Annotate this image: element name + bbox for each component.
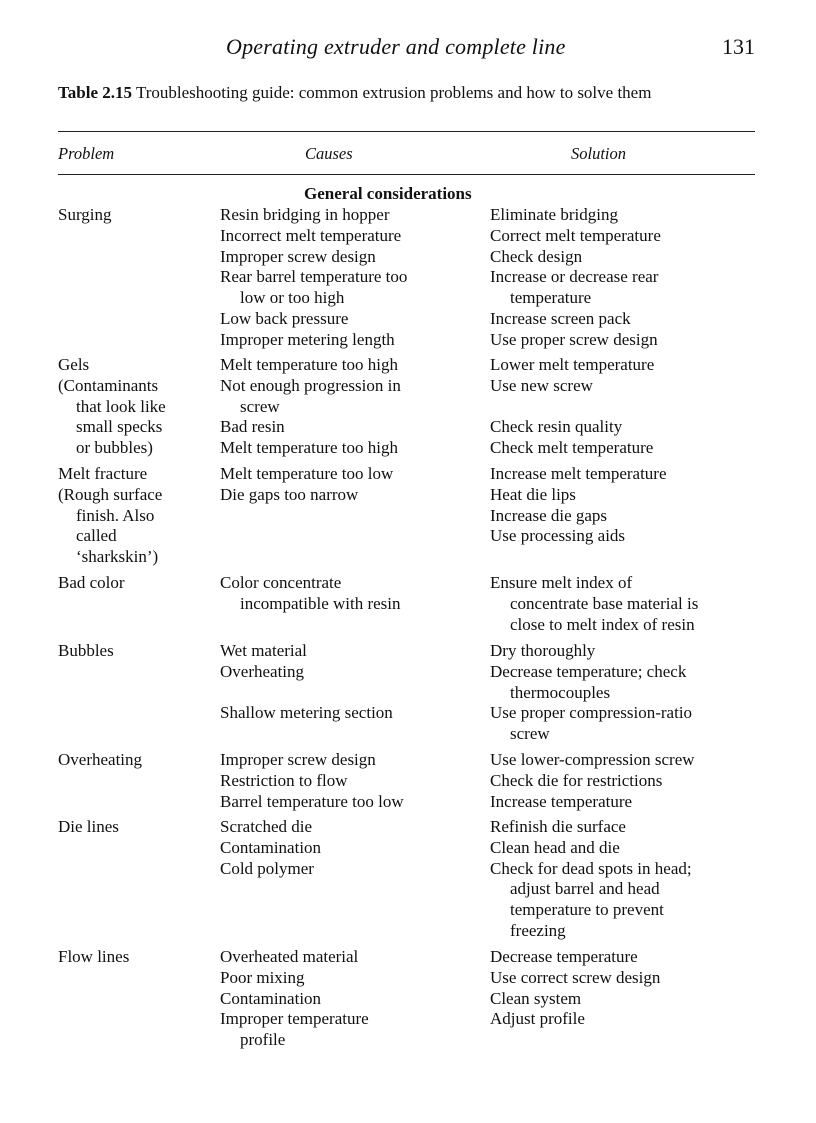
cause-line: Overheating — [220, 661, 305, 681]
table-row-causes — [220, 355, 401, 459]
cause-line: Improper screw design — [220, 246, 376, 266]
running-head — [0, 34, 816, 64]
cause-line: Improper screw design — [220, 750, 376, 769]
table-row-solution — [490, 464, 667, 547]
table-caption — [58, 82, 763, 103]
table-label: Table 2.15 — [58, 83, 133, 102]
cause-line: Barrel temperature too low — [220, 791, 404, 811]
cause-line: Color concentrate — [220, 573, 342, 592]
solution-line: Use proper compression-ratio — [490, 703, 693, 723]
column-header-problem: Problem — [58, 144, 115, 163]
page-number: 131 — [722, 34, 755, 59]
problem-line: called — [76, 526, 117, 546]
solution-line: Check melt temperature — [490, 438, 654, 458]
table-row-causes — [220, 947, 369, 1051]
cause-line: screw — [240, 396, 280, 416]
table-row-solution — [490, 573, 698, 635]
solution-line: concentrate base material is — [510, 593, 699, 613]
table-row-causes — [220, 464, 393, 506]
solution-line: thermocouples — [510, 682, 611, 702]
table-row-solution — [490, 817, 692, 942]
solution-line: Use new screw — [490, 375, 593, 395]
cause-line: Melt temperature too high — [220, 355, 398, 374]
solution-line: Clean head and die — [490, 837, 620, 857]
table-row-causes — [220, 750, 404, 812]
table-row-causes — [220, 641, 393, 724]
table-row-problem — [58, 947, 129, 968]
problem-line: Overheating — [58, 750, 143, 769]
problem-line: Flow lines — [58, 947, 130, 966]
cause-line: Rear barrel temperature too — [220, 267, 408, 287]
column-header-solution: Solution — [571, 144, 627, 163]
problem-line: finish. Also — [76, 505, 155, 525]
cause-line: Poor mixing — [220, 967, 305, 987]
solution-line: Check die for restrictions — [490, 770, 663, 790]
solution-line: Increase die gaps — [490, 505, 608, 525]
problem-line: Die lines — [58, 817, 119, 836]
solution-line: adjust barrel and head — [510, 879, 660, 899]
cause-line: Contamination — [220, 837, 322, 857]
cause-line: low or too high — [240, 288, 345, 308]
cause-line: Improper metering length — [220, 329, 395, 349]
solution-line: Increase screen pack — [490, 308, 631, 328]
cause-line: profile — [240, 1030, 286, 1050]
solution-line: Check for dead spots in head; — [490, 858, 692, 878]
solution-line: Adjust profile — [490, 1009, 585, 1029]
solution-line: close to melt index of resin — [510, 614, 695, 634]
table-row-problem — [58, 817, 119, 838]
solution-line: Decrease temperature — [490, 947, 638, 966]
solution-line: Decrease temperature; check — [490, 661, 687, 681]
cause-line — [220, 683, 393, 704]
table-caption-text: Troubleshooting guide: common extrusion problems and how to solve them — [135, 83, 652, 102]
solution-line: Check design — [490, 246, 583, 266]
cause-line: Contamination — [220, 988, 322, 1008]
problem-line: Gels — [58, 355, 90, 374]
cause-line: Resin bridging in hopper — [220, 205, 390, 224]
table-row-solution — [490, 205, 661, 351]
cause-line: Improper temperature — [220, 1009, 369, 1029]
solution-line: freezing — [510, 920, 566, 940]
cause-line: Overheated material — [220, 947, 359, 966]
solution-line: Ensure melt index of — [490, 573, 633, 592]
table-row-causes — [220, 573, 401, 615]
solution-line: Use lower-compression screw — [490, 750, 695, 769]
table-header-rule — [58, 174, 755, 175]
solution-line: temperature — [510, 288, 592, 308]
cause-line: Restriction to flow — [220, 770, 348, 790]
table-row-causes — [220, 817, 321, 879]
table-row-solution — [490, 355, 654, 459]
solution-line: Use correct screw design — [490, 967, 661, 987]
problem-line: ‘sharkskin’) — [76, 547, 159, 567]
table-row-solution — [490, 947, 660, 1030]
solution-line: Use processing aids — [490, 526, 626, 546]
cause-line: Incorrect melt temperature — [220, 225, 402, 245]
table-row-problem — [58, 641, 114, 662]
solution-line: Heat die lips — [490, 484, 576, 504]
solution-line: Lower melt temperature — [490, 355, 655, 374]
table-row-causes — [220, 205, 407, 351]
solution-line: Increase melt temperature — [490, 464, 667, 483]
column-header-causes: Causes — [305, 144, 353, 163]
cause-line: Die gaps too narrow — [220, 484, 359, 504]
solution-line: Use proper screw design — [490, 329, 658, 349]
table-row-problem — [58, 464, 162, 568]
table-row-problem — [58, 750, 142, 771]
cause-line: Low back pressure — [220, 308, 349, 328]
cause-line: Melt temperature too low — [220, 464, 394, 483]
problem-line: or bubbles) — [76, 438, 153, 458]
table-top-rule — [58, 131, 755, 132]
problem-line: small specks — [76, 417, 163, 437]
cause-line: Wet material — [220, 641, 307, 660]
problem-line: Bubbles — [58, 641, 114, 660]
problem-line: that look like — [76, 396, 166, 416]
solution-line: Refinish die surface — [490, 817, 626, 836]
cause-line: Melt temperature too high — [220, 438, 398, 458]
table-row-solution — [490, 750, 695, 812]
table-row-problem — [58, 355, 166, 459]
problem-line: Melt fracture — [58, 464, 148, 483]
cause-line: incompatible with resin — [240, 593, 401, 613]
running-title: Operating extruder and complete line — [226, 34, 566, 59]
table-row-problem — [58, 205, 112, 226]
solution-line — [490, 397, 654, 418]
solution-line: Increase or decrease rear — [490, 267, 659, 287]
section-heading: General considerations — [304, 184, 472, 203]
problem-line: (Contaminants — [58, 375, 159, 395]
problem-line: Surging — [58, 205, 112, 224]
solution-line: Increase temperature — [490, 791, 633, 811]
cause-line: Scratched die — [220, 817, 313, 836]
problem-line: (Rough surface — [58, 484, 163, 504]
solution-line: Eliminate bridging — [490, 205, 618, 224]
solution-line: screw — [510, 724, 550, 744]
table-row-solution — [490, 641, 692, 745]
cause-line: Bad resin — [220, 417, 285, 437]
solution-line: Check resin quality — [490, 417, 623, 437]
solution-line: Dry thoroughly — [490, 641, 596, 660]
cause-line: Not enough progression in — [220, 375, 401, 395]
cause-line: Shallow metering section — [220, 703, 393, 723]
solution-line: temperature to prevent — [510, 900, 664, 920]
problem-line: Bad color — [58, 573, 125, 592]
table-row-problem — [58, 573, 125, 594]
cause-line: Cold polymer — [220, 858, 314, 878]
solution-line: Correct melt temperature — [490, 225, 661, 245]
solution-line: Clean system — [490, 988, 582, 1008]
